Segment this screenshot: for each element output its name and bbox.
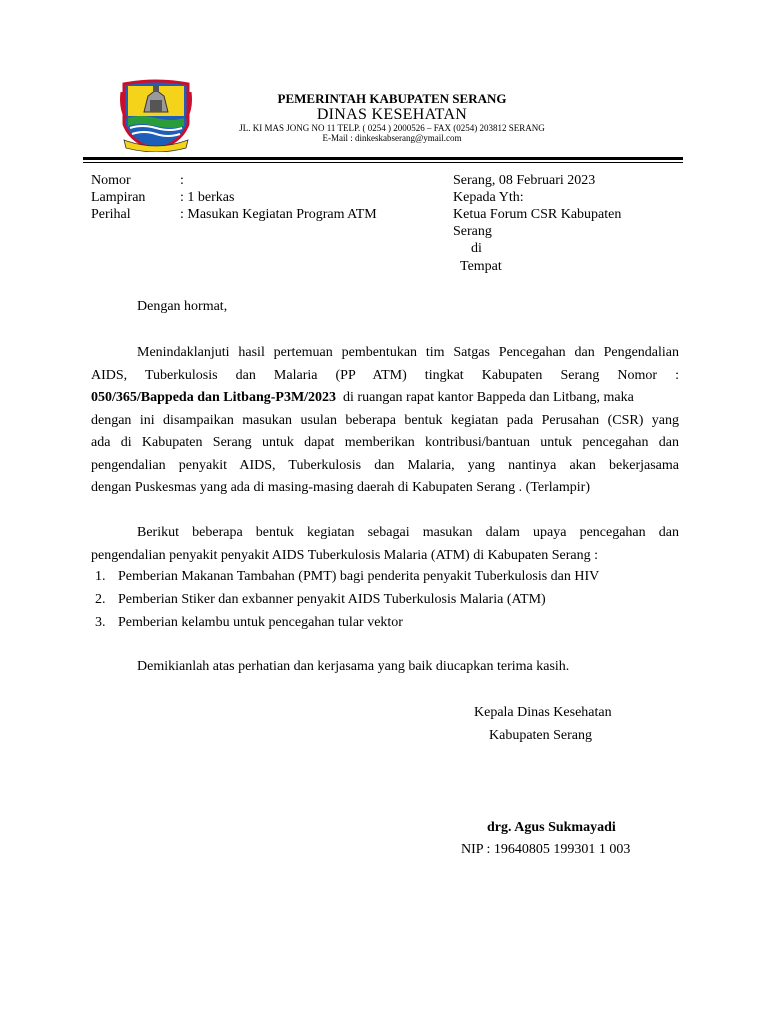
recipient-name-2: Serang: [453, 224, 492, 239]
letterhead-rule: [83, 157, 683, 160]
letterhead-email: E-Mail : dinkeskabserang@ymail.com: [322, 133, 462, 143]
list-item: 1. Pemberian Makanan Tambahan (PMT) bagi penderita penyakit Tuberkulosis dan HIV: [95, 569, 600, 584]
signatory-name: drg. Agus Sukmayadi: [487, 820, 616, 835]
salutation: Dengan hormat,: [137, 299, 228, 314]
recipient-to: Kepada Yth:: [453, 190, 524, 205]
paragraph-1-line: ada di Kabupaten Serang untuk dapat memberikan kontribusi/bantuan untuk pencegahan dan: [91, 435, 679, 450]
signatory-title-2: Kabupaten Serang: [489, 728, 593, 743]
paragraph-2-line: Berikut beberapa bentuk kegiatan sebagai masukan dalam upaya pencegahan dan: [137, 525, 679, 540]
recipient-name-1: Ketua Forum CSR Kabupaten: [453, 207, 622, 222]
paragraph-1: [91, 342, 679, 500]
paragraph-2-line: pengendalian penyakit penyakit AIDS Tuberkulosis Malaria (ATM) di Kabupaten Serang :: [91, 547, 599, 563]
letterhead-address: JL. KI MAS JONG NO 11 TELP. ( 0254 ) 2000526 – FAX (0254) 203812 SERANG: [239, 123, 545, 133]
nomor-label: Nomor: [91, 173, 131, 188]
list-item: 2. Pemberian Stiker dan exbanner penyakit AIDS Tuberkulosis Malaria (ATM): [95, 592, 546, 607]
letterhead-agency: DINAS KESEHATAN: [316, 106, 468, 123]
recipient-di: di: [471, 241, 482, 256]
decree-number: 050/365/Bappeda dan Litbang-P3M/2023: [91, 390, 337, 405]
signatory-title-1: Kepala Dinas Kesehatan: [474, 705, 612, 720]
paragraph-1-line: dengan ini disampaikan masukan usulan beberapa bentuk kegiatan pada Perusahan (CSR) yang: [91, 412, 679, 428]
letter-date: Serang, 08 Februari 2023: [453, 173, 596, 188]
nomor-value: :: [180, 173, 184, 188]
paragraph-1-line: dengan Puskesmas yang ada di masing-masing daerah di Kabupaten Serang . (Terlampir): [91, 480, 590, 495]
recipient-tempat: Tempat: [460, 259, 502, 274]
letterhead-rule-thin: [83, 162, 683, 163]
paragraph-1-line: AIDS, Tuberkulosis dan Malaria (PP ATM) tingkat Kabupaten Serang Nomor :: [91, 367, 679, 383]
perihal-label: Perihal: [91, 207, 131, 222]
paragraph-1-line: pengendalian penyakit AIDS, Tuberkulosis dan Malaria, yang nantinya akan bekerjasama: [91, 457, 679, 473]
perihal-value: : Masukan Kegiatan Program ATM: [180, 207, 377, 222]
list-item: 3. Pemberian kelambu untuk pencegahan tular vektor: [95, 615, 403, 630]
lampiran-value: : 1 berkas: [180, 190, 235, 205]
lampiran-label: Lampiran: [91, 190, 146, 205]
paragraph-1-line: 050/365/Bappeda dan Litbang-P3M/2023 di ruangan rapat kantor Bappeda dan Litbang, maka: [91, 390, 634, 405]
signatory-nip: NIP : 19640805 199301 1 003: [461, 842, 631, 857]
paragraph-1-line: Menindaklanjuti hasil pertemuan pembentukan tim Satgas Pencegahan dan Pengendalian: [137, 345, 679, 360]
letterhead-government: PEMERINTAH KABUPATEN SERANG: [277, 91, 507, 106]
paragraph-2: [91, 522, 679, 567]
closing-sentence: Demikianlah atas perhatian dan kerjasama yang baik diucapkan terima kasih.: [137, 659, 570, 674]
